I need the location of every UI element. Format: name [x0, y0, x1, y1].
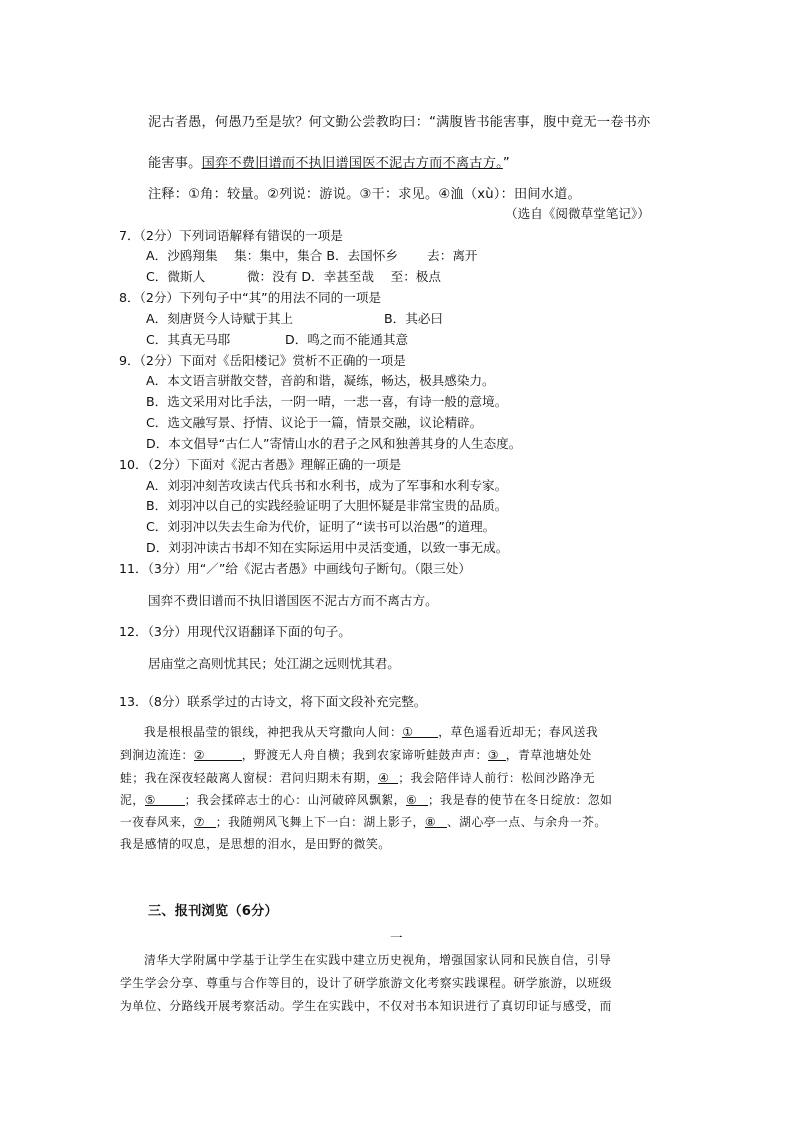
q9-option-d: D．本文倡导“古仁人”寄情山水的君子之风和独善其身的人生态度。: [146, 436, 522, 451]
blank-4[interactable]: [378, 771, 398, 784]
q13-passage-line-1: [144, 723, 598, 740]
blank-3[interactable]: [488, 748, 506, 761]
blank-number: ④: [378, 771, 390, 785]
passage-text: 我是根根晶莹的银线，神把我从天穹撒向人间：: [144, 725, 403, 739]
q9-option-b: B．选文采用对比手法，一阴一晴，一悲一喜，有诗一般的意境。: [146, 394, 508, 409]
passage-text: ，野渡无人舟自横；我到农家谛听蛙鼓声声：: [241, 748, 488, 762]
blank-number: ①: [402, 725, 414, 739]
passage-text: 到涧边流连：: [120, 748, 194, 762]
blank-8[interactable]: [425, 815, 447, 828]
q13-passage-line-4: [120, 791, 612, 808]
blank-7[interactable]: [194, 815, 216, 828]
blank-2[interactable]: [194, 748, 242, 761]
source-citation: （选自《阅微草堂笔记》）: [505, 206, 650, 221]
q8-option-d: D．鸣之而不能通其意: [285, 332, 409, 347]
blank-5[interactable]: [145, 793, 185, 806]
blank-number: ⑥: [405, 793, 418, 807]
article-line-3: 为单位、分路线开展考察活动。学生在实践中，不仅对书本知识进行了真切印证与感受，而: [120, 999, 612, 1013]
q9-option-a: A．本文语言骈散交替，音韵和谐，凝练，畅达，极具感染力。: [146, 373, 495, 388]
passage-text: 一夜春风来，: [120, 815, 194, 829]
section-3-heading: 三、报刊浏览（6分）: [148, 904, 278, 919]
q8-option-c: C．其真无马耶: [146, 332, 231, 347]
q8-stem: 8．（2分）下列句子中“其”的用法不同的一项是: [119, 290, 382, 305]
article-line-1: 清华大学附属中学基于让学生在实践中建立历史视角，增强国家认同和民族自信，引导: [144, 953, 612, 967]
passage-text: ；我是春的使节在冬日绽放：忽如: [427, 793, 613, 807]
blank-6[interactable]: [406, 793, 428, 806]
article-line-2: 学生学会分享、尊重与合作等目的，设计了研学旅游文化考察实践课程。研学旅游，以班级: [120, 976, 612, 990]
q10-option-a: A．刘羽冲刻苦攻读古代兵书和水利书，成为了军事和水利专家。: [146, 478, 508, 493]
q7-options-row-2: C．微斯人 微：没有 D．幸甚至哉 至：极点: [146, 269, 441, 284]
passage-text: ；我会陪伴诗人前行：松间沙路净无: [398, 771, 596, 785]
passage-text: ；我会揉碎志士的心：山河破碎风飘絮，: [184, 793, 406, 807]
q10-option-c: C．刘羽冲以失去生命为代价，证明了“读书可以治愚”的道理。: [146, 519, 496, 534]
q10-option-b: B．刘羽冲以自己的实践经验证明了大胆怀疑是非常宝贵的品质。: [146, 498, 508, 513]
passage-text: ，草色遥看近却无；春风送我: [438, 725, 599, 739]
q10-option-d: D．刘羽冲读古书却不知在实际运用中灵活变通，以致一事无成。: [146, 540, 509, 555]
q13-passage-line-3: [120, 769, 595, 786]
article-number: 一: [390, 930, 403, 945]
q12-sentence: 居庙堂之高则忧其民；处江湖之远则忧其君。: [148, 656, 400, 671]
passage-text: ，青草池塘处处: [505, 748, 592, 762]
passage-text: 蛙；我在深夜轻敲离人窗棂：君问归期未有期，: [120, 771, 379, 785]
q8-option-b: B．其必曰: [384, 311, 444, 326]
blank-number: ⑦: [193, 815, 205, 829]
q11-sentence: 国弈不费旧谱而不执旧谱国医不泥古方而不离古方。: [148, 593, 438, 608]
q13-passage-line-6: 我是感情的叹息，是思想的泪水，是田野的微笑。: [120, 837, 391, 851]
passage-line-1: 泥古者愚，何愚乃至是欤？何文勤公尝教昀曰：“满腹皆书能害事，腹中竟无一卷书亦: [148, 115, 651, 130]
blank-number: ③: [487, 748, 499, 762]
q12-stem: 12．（3分）用现代汉语翻译下面的句子。: [119, 624, 351, 639]
passage-text: ；我随朔风飞舞上下一白：湖上影子，: [215, 815, 425, 829]
q13-stem: 13．（8分）联系学过的古诗文，将下面文段补充完整。: [119, 694, 427, 709]
blank-number: ⑧: [424, 815, 436, 829]
q11-stem: 11．（3分）用“／”给《泥古者愚》中画线句子断句。（限三处）: [119, 561, 471, 576]
q13-passage-line-2: [120, 746, 592, 763]
q8-option-a: A．刻唐贤今人诗赋于其上: [146, 311, 294, 326]
q10-stem: 10．（2分）下面对《泥古者愚》理解正确的一项是: [119, 457, 402, 472]
passage-line-2-suffix: ”: [502, 156, 510, 171]
blank-1[interactable]: [402, 725, 438, 738]
blank-number: ⑤: [144, 793, 156, 807]
blank-number: ②: [193, 748, 205, 762]
q9-option-c: C．选文融写景、抒情、议论于一篇，情景交融，议论精辟。: [146, 415, 483, 430]
q7-options-row-1: A．沙鸥翔集 集：集中，集合 B．去国怀乡 去：离开: [146, 248, 478, 263]
passage-text: 泥，: [120, 793, 145, 807]
passage-line-2-prefix: 能害事。: [148, 156, 202, 171]
passage-line-2: [148, 152, 510, 171]
q9-stem: 9．（2分）下面对《岳阳楼记》赏析不正确的一项是: [119, 353, 406, 368]
q13-passage-line-5: [120, 813, 607, 830]
q7-stem: 7．（2分）下列词语解释有错误的一项是: [119, 228, 343, 243]
annotations-note: 注释：①角：较量。②列说：游说。③干：求见。④洫（xù）：田间水道。: [148, 187, 581, 202]
underlined-sentence: 国弈不费旧谱而不执旧谱国医不泥古方而不离古方。: [201, 156, 503, 171]
passage-text: 、湖心亭一点、与余舟一芥。: [446, 815, 607, 829]
